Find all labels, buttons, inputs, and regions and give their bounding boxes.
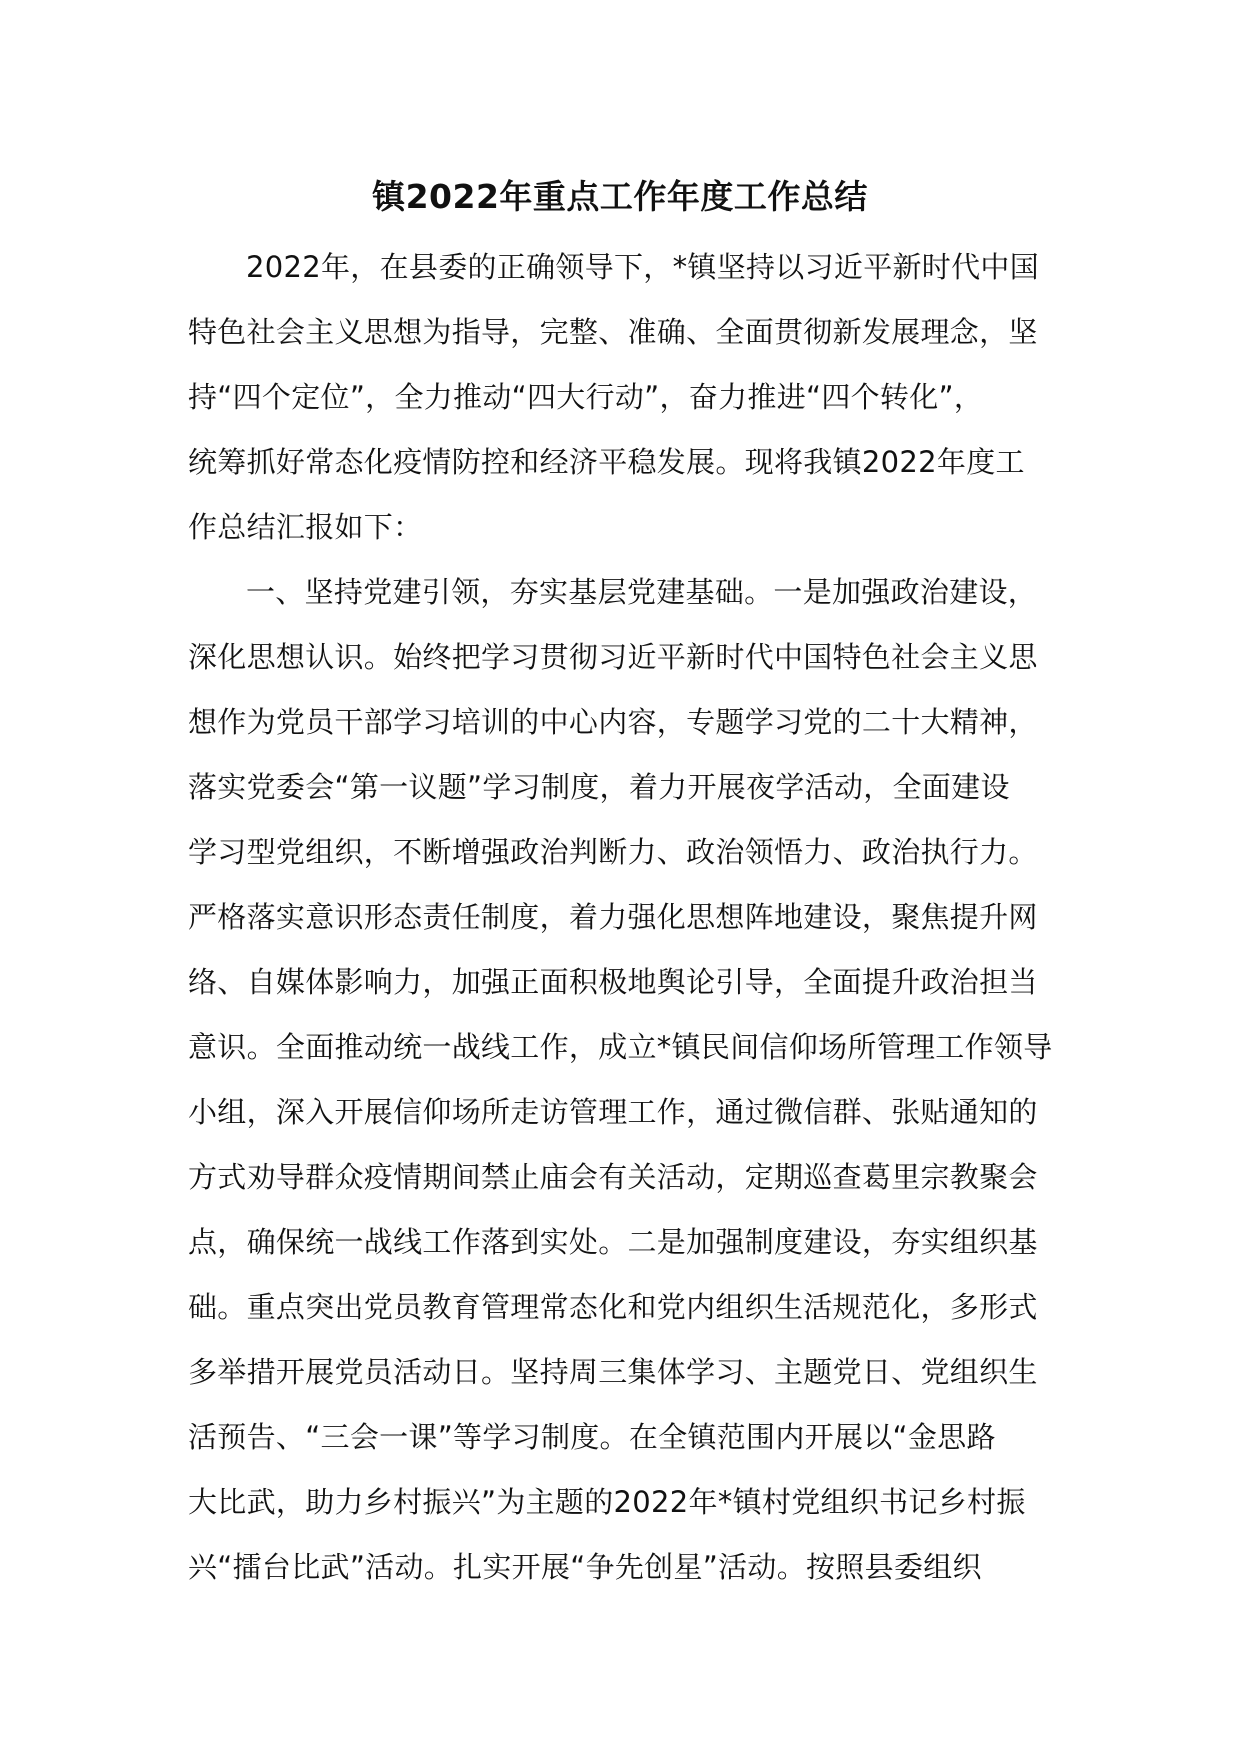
- paragraph-2-line-7: 络、自媒体影响力，加强正面积极地舆论引导，全面提升政治担当: [188, 965, 1038, 999]
- paragraph-2-line-11: 点，确保统一战线工作落到实处。二是加强制度建设，夯实组织基: [188, 1225, 1038, 1259]
- paragraph-2-line-4: 落实党委会“第一议题”学习制度，着力开展夜学活动，全面建设: [188, 770, 1010, 804]
- paragraph-1-line-5: 作总结汇报如下：: [188, 510, 423, 544]
- paragraph-2-line-6: 严格落实意识形态责任制度，着力强化思想阵地建设，聚焦提升网: [188, 900, 1038, 934]
- paragraph-1-line-4: 统筹抓好常态化疫情防控和经济平稳发展。现将我镇2022年度工: [188, 445, 1025, 479]
- paragraph-2-line-14: 活预告、“三会一课”等学习制度。在全镇范围内开展以“金思路: [188, 1420, 996, 1454]
- document-title: 镇2022年重点工作年度工作总结: [372, 177, 868, 216]
- paragraph-2-line-3: 想作为党员干部学习培训的中心内容，专题学习党的二十大精神，: [188, 705, 1038, 739]
- paragraph-2-line-1: 一、坚持党建引领，夯实基层党建基础。一是加强政治建设，: [246, 575, 1038, 609]
- paragraph-2-line-5: 学习型党组织，不断增强政治判断力、政治领悟力、政治执行力。: [188, 835, 1038, 869]
- document-body: [188, 235, 1068, 1600]
- paragraph-2-line-13: 多举措开展党员活动日。坚持周三集体学习、主题党日、党组织生: [188, 1355, 1038, 1389]
- paragraph-1-line-1: 2022年，在县委的正确领导下，*镇坚持以习近平新时代中国: [246, 250, 1040, 284]
- paragraph-2-line-8: 意识。全面推动统一战线工作，成立*镇民间信仰场所管理工作领导: [188, 1030, 1053, 1064]
- paragraph-2-line-16: 兴“擂台比武”活动。扎实开展“争先创星”活动。按照县委组织: [188, 1550, 982, 1584]
- paragraph-2-line-2: 深化思想认识。始终把学习贯彻习近平新时代中国特色社会主义思: [188, 640, 1038, 674]
- paragraph-1-line-2: 特色社会主义思想为指导，完整、准确、全面贯彻新发展理念，坚: [188, 315, 1038, 349]
- paragraph-2-line-12: 础。重点突出党员教育管理常态化和党内组织生活规范化，多形式: [188, 1290, 1038, 1324]
- paragraph-2-line-15: 大比武，助力乡村振兴”为主题的2022年*镇村党组织书记乡村振: [188, 1485, 1026, 1519]
- paragraph-2-line-9: 小组，深入开展信仰场所走访管理工作，通过微信群、张贴通知的: [188, 1095, 1038, 1129]
- paragraph-2-line-10: 方式劝导群众疫情期间禁止庙会有关活动，定期巡查葛里宗教聚会: [188, 1160, 1038, 1194]
- paragraph-1-line-3: 持“四个定位”，全力推动“四大行动”，奋力推进“四个转化”，: [188, 380, 984, 414]
